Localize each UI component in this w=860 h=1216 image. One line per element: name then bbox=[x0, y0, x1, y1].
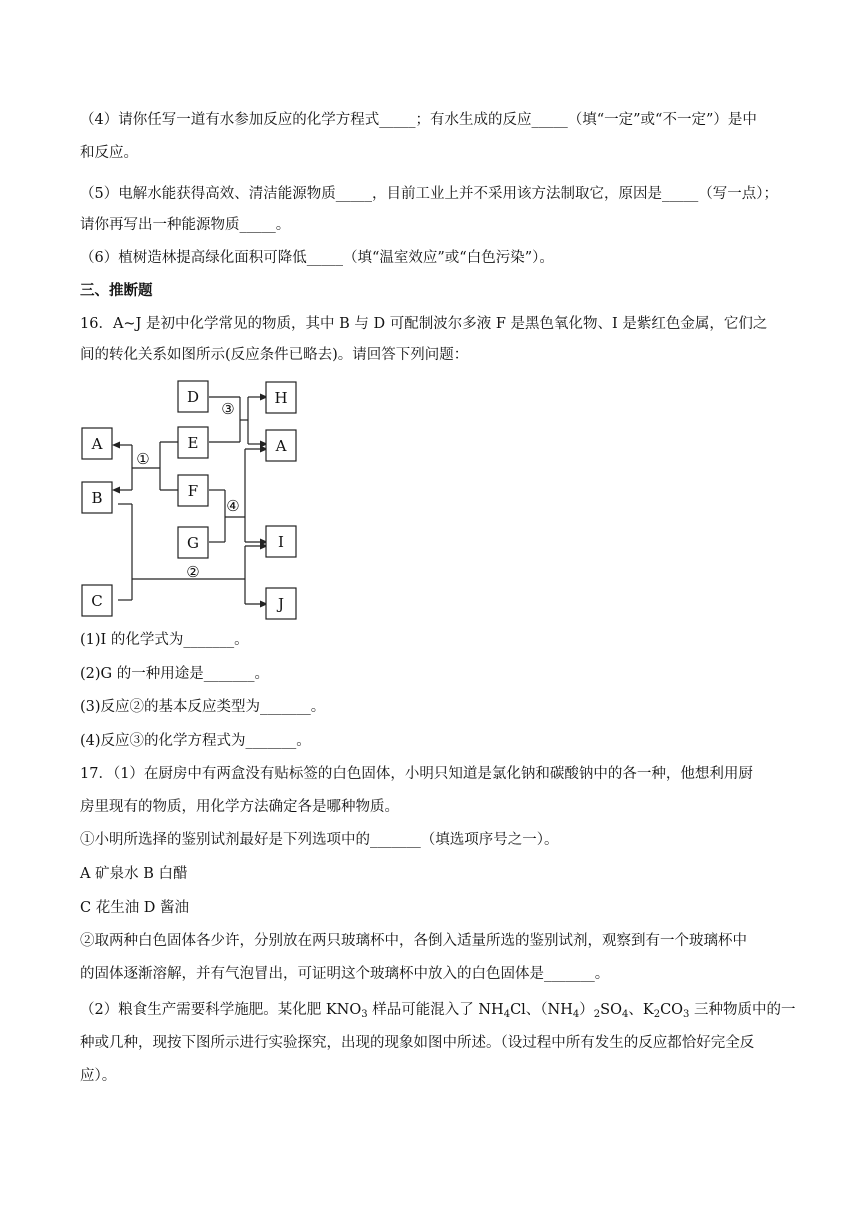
box-i bbox=[266, 526, 296, 557]
svg-text:A: A bbox=[275, 437, 287, 455]
svg-text:D: D bbox=[186, 388, 200, 406]
section-title: 三、推断题 bbox=[80, 282, 153, 299]
reaction-label-2: ② bbox=[186, 563, 200, 581]
svg-text:H: H bbox=[274, 389, 288, 407]
svg-text:F: F bbox=[187, 482, 199, 500]
q17-line2: 房里现有的物质，用化学方法确定各是哪种物质。 bbox=[80, 799, 399, 815]
q16-sub3: (3)反应②的基本反应类型为_______。 bbox=[80, 699, 326, 715]
q17-line3: ①小明所选择的鉴别试剂最好是下列选项中的_______（填选项序号之一）。 bbox=[80, 832, 559, 848]
reaction-label-3: ③ bbox=[221, 400, 235, 418]
box-a-right bbox=[266, 430, 296, 461]
svg-text:A: A bbox=[91, 435, 103, 453]
q17-line5: 的固体逐渐溶解，并有气泡冒出，可证明这个玻璃杯中放入的白色固体是_______。 bbox=[80, 966, 610, 982]
transformation-diagram bbox=[80, 376, 310, 624]
q16-stem-line1: 16．A~J 是初中化学常见的物质，其中 B 与 D 可配制波尔多液 F 是黑色氧化物、I 是紫红色金属，它们之 bbox=[80, 316, 768, 332]
q15-part4-line2: 和反应。 bbox=[80, 145, 138, 161]
svg-text:J: J bbox=[277, 595, 285, 613]
q16-sub4: (4)反应③的化学方程式为_______。 bbox=[80, 733, 311, 749]
q17-part2-line1: （2）粮食生产需要科学施肥。某化肥 $KNO_3$ 样品可能混入了 $NH_4Cl$、$(NH_4)_2SO_4$、$K_2CO_3$ 三种物质中的一 bbox=[80, 1002, 796, 1020]
q15-part4-line1: （4）请你任写一道有水参加反应的化学方程式_____；有水生成的反应_____（填“一定”或“不一定”）是中 bbox=[80, 112, 757, 128]
q17-line1: 17．（1）在厨房中有两盒没有贴标签的白色固体，小明只知道是氯化钠和碳酸钠中的各一种，他想利用厨 bbox=[80, 766, 753, 782]
q16-sub2: (2)G 的一种用途是_______。 bbox=[80, 666, 269, 682]
q15-part5-line2: 请你再写出一种能源物质_____。 bbox=[80, 217, 291, 233]
reaction-label-1: ① bbox=[136, 450, 150, 468]
box-c bbox=[82, 585, 112, 616]
svg-text:I: I bbox=[278, 533, 284, 551]
box-d bbox=[178, 381, 208, 412]
svg-text:C: C bbox=[91, 592, 103, 610]
reaction-label-4: ④ bbox=[226, 497, 240, 515]
q17-part2-line2: 种或几种，现按下图所示进行实验探究，出现的现象如图中所述。（设过程中所有发生的反应都恰好完全反 bbox=[80, 1035, 755, 1051]
svg-text:G: G bbox=[187, 534, 199, 552]
q17-options-ab: A 矿泉水 B 白醋 bbox=[80, 866, 188, 882]
box-b bbox=[82, 482, 112, 513]
box-f bbox=[178, 475, 208, 506]
box-e bbox=[178, 427, 208, 458]
q17-part2-line3: 应）。 bbox=[80, 1068, 117, 1084]
q17-options-cd: C 花生油 D 酱油 bbox=[80, 900, 190, 916]
q16-stem-line2: 间的转化关系如图所示(反应条件已略去)。请回答下列问题： bbox=[80, 347, 469, 363]
box-a-left bbox=[82, 428, 112, 459]
box-g bbox=[178, 527, 208, 558]
q16-sub1: (1)I 的化学式为_______。 bbox=[80, 632, 249, 648]
q15-part6: （6）植树造林提高绿化面积可降低_____（填“温室效应”或“白色污染”）。 bbox=[80, 250, 554, 266]
box-h bbox=[266, 382, 296, 413]
box-j bbox=[266, 588, 296, 619]
svg-text:E: E bbox=[187, 434, 199, 452]
q17-line4: ②取两种白色固体各少许，分别放在两只玻璃杯中，各倒入适量所选的鉴别试剂，观察到有一个玻璃杯中 bbox=[80, 933, 747, 949]
q15-part5-line1: （5）电解水能获得高效、清洁能源物质_____，目前工业上并不采用该方法制取它，原因是_____（写一点）； bbox=[80, 186, 778, 202]
svg-text:B: B bbox=[91, 489, 103, 507]
